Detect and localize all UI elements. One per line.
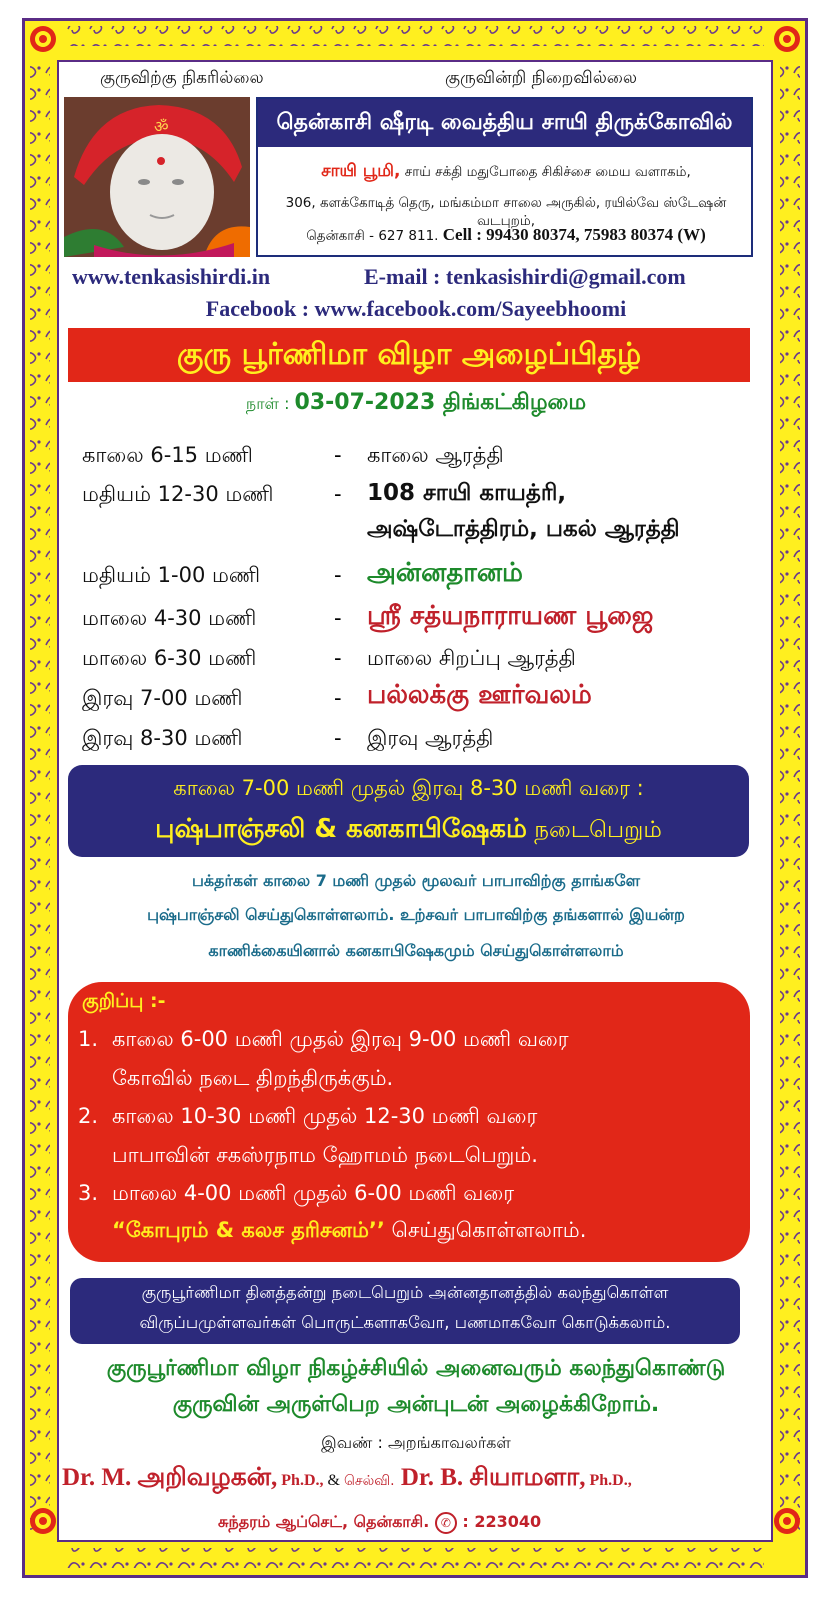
phone-icon: ✆ xyxy=(435,1512,457,1534)
schedule-dash: - xyxy=(334,563,342,587)
schedule-event-4: ஸ்ரீ சத்யநாராயண பூஜை xyxy=(367,601,654,631)
schedule-event-5: மாலை சிறப்பு ஆரத்தி xyxy=(367,646,576,670)
note-2-line-2: பாபாவின் சகஸ்ரநாம ஹோமம் நடைபெறும். xyxy=(112,1143,538,1167)
address-line-2: 306, களக்கோடித் தெரு, மங்கம்மா சாலை அருகில், ரயில்வே ஸ்டேஷன் வடபுறம், xyxy=(285,195,727,229)
schedule-dash: - xyxy=(334,482,342,506)
corner-flower-icon xyxy=(28,24,58,54)
schedule-dash: - xyxy=(334,443,342,467)
note-1-line-2: கோவில் நடை திறந்திருக்கும். xyxy=(112,1066,394,1090)
note-3-rest: செய்துகொள்ளலாம். xyxy=(384,1218,587,1242)
invite-line-2: குருவின் அருள்பெற அன்புடன் அழைக்கிறோம். xyxy=(172,1392,660,1417)
schedule-time-7: இரவு 8-30 மணி xyxy=(82,726,243,750)
date-label: நாள் : xyxy=(245,394,295,413)
facebook-link[interactable]: Facebook : www.facebook.com/Sayeebhoomi xyxy=(205,296,627,321)
schedule-time-3: மதியம் 1-00 மணி xyxy=(82,563,261,587)
corner-flower-icon xyxy=(772,24,802,54)
schedule-event-2: 108 சாயி காயத்ரி, xyxy=(367,480,567,506)
corner-flower-icon xyxy=(28,1506,58,1536)
pushpanjali-event-bold: புஷ்பாஞ்சலி & கனகாபிஷேகம் xyxy=(155,814,527,844)
schedule-time-5: மாலை 6-30 மணி xyxy=(82,646,257,670)
printer-phone: : 223040 xyxy=(462,1512,542,1531)
date-value: 03-07-2023 திங்கட்கிழமை xyxy=(294,390,587,415)
note-3-quote: “கோபுரம் & கலச தரிசனம்’’ xyxy=(112,1218,385,1242)
address-cell: Cell : 99430 80374, 75983 80374 (W) xyxy=(442,225,706,244)
schedule-event-6: பல்லக்கு ஊர்வலம் xyxy=(367,680,592,710)
note-number: 1. xyxy=(78,1027,99,1051)
note-3-line-1: மாலை 4-00 மணி முதல் 6-00 மணி வரை xyxy=(112,1181,515,1205)
schedule-dash: - xyxy=(334,686,342,710)
signature-ampersand: & xyxy=(327,1472,344,1489)
motto-left: குருவிற்கு நிகரில்லை xyxy=(100,68,264,88)
svg-text:ॐ: ॐ xyxy=(154,117,169,136)
address-name: சாயி பூமி, xyxy=(321,161,401,181)
email-link[interactable]: E-mail : tenkasishirdi@gmail.com xyxy=(364,264,686,289)
schedule-event-3: அன்னதானம் xyxy=(367,558,523,588)
notes-heading: குறிப்பு :- xyxy=(82,990,166,1012)
schedule-time-2: மதியம் 12-30 மணி xyxy=(82,482,274,506)
trustee-2-name: Dr. B. சியாமளா, xyxy=(394,1464,586,1491)
temple-name: தென்காசி ஷீரடி வைத்திய சாயி திருக்கோவில் xyxy=(258,99,751,147)
note-2-line-1: காலை 10-30 மணி முதல் 12-30 மணி வரை xyxy=(112,1104,538,1128)
website-link[interactable]: www.tenkasishirdi.in xyxy=(72,264,271,289)
donation-line-2: விருப்பமுள்ளவர்கள் பொருட்களாகவோ, பணமாகவோ கொடுக்கலாம். xyxy=(139,1313,671,1332)
address-line-1-rest: சாய் சக்தி மதுபோதை சிகிச்சை மைய வளாகம், xyxy=(404,164,691,180)
signature-label: இவண் : அறங்காவலர்கள் xyxy=(321,1433,511,1452)
sai-baba-portrait xyxy=(64,97,250,257)
corner-flower-icon xyxy=(772,1506,802,1536)
trustee-1-name: Dr. M. அறிவழகன், xyxy=(62,1464,278,1491)
invitation-title-banner: குரு பூர்ணிமா விழா அழைப்பிதழ் xyxy=(68,328,750,382)
pushpanjali-event xyxy=(68,814,749,847)
donation-line-1: குருபூர்ணிமா தினத்தன்று நடைபெறும் அன்னதானத்தில் கலந்துகொள்ள xyxy=(141,1283,669,1302)
trustee-1-degree: Ph.D., xyxy=(277,1472,328,1489)
schedule-event-1: காலை ஆரத்தி xyxy=(367,443,504,467)
schedule-dash: - xyxy=(334,606,342,630)
schedule-time-4: மாலை 4-30 மணி xyxy=(82,606,257,630)
devotee-note-line-1: பக்தர்கள் காலை 7 மணி முதல் மூலவர் பாபாவிற்கு தாங்களே xyxy=(191,871,641,890)
motto-right: குருவின்றி நிறைவில்லை xyxy=(445,68,638,88)
trustee-names xyxy=(62,1464,762,1495)
note-1-line-1: காலை 6-00 மணி முதல் இரவு 9-00 மணி வரை xyxy=(112,1027,569,1051)
printer-credit xyxy=(212,1508,547,1536)
schedule-time-1: காலை 6-15 மணி xyxy=(82,443,253,467)
schedule-dash: - xyxy=(334,726,342,750)
pushpanjali-event-rest: நடைபெறும் xyxy=(526,817,662,843)
address-line-3 xyxy=(266,225,746,246)
address-line-1 xyxy=(266,161,746,183)
selvi-prefix: செல்வி. xyxy=(343,1473,395,1489)
note-3-line-2 xyxy=(112,1218,586,1245)
temple-info-box xyxy=(256,97,753,257)
pushpanjali-time: காலை 7-00 மணி முதல் இரவு 8-30 மணி வரை : xyxy=(173,776,644,800)
schedule-dash: - xyxy=(334,646,342,670)
schedule-time-6: இரவு 7-00 மணி xyxy=(82,686,243,710)
event-date xyxy=(0,390,832,418)
devotee-note-line-3: காணிக்கையினால் கனகாபிஷேகமும் செய்துகொள்ளலாம் xyxy=(208,941,624,960)
schedule-event-7: இரவு ஆரத்தி xyxy=(367,726,494,750)
address-city: தென்காசி - 627 811. xyxy=(306,228,439,244)
devotee-note-line-2: புஷ்பாஞ்சலி செய்துகொள்ளலாம். உற்சவர் பாபாவிற்கு தங்களால் இயன்ற xyxy=(147,905,685,924)
note-number: 2. xyxy=(78,1104,99,1128)
printer-name: சுந்தரம் ஆப்செட், தென்காசி. xyxy=(218,1512,430,1531)
note-number: 3. xyxy=(78,1181,99,1205)
trustee-2-degree: Ph.D., xyxy=(585,1472,632,1489)
invite-line-1: குருபூர்ணிமா விழா நிகழ்ச்சியில் அனைவரும் கலந்துகொண்டு xyxy=(106,1356,726,1381)
schedule-event-2b: அஷ்டோத்திரம், பகல் ஆரத்தி xyxy=(367,516,680,542)
